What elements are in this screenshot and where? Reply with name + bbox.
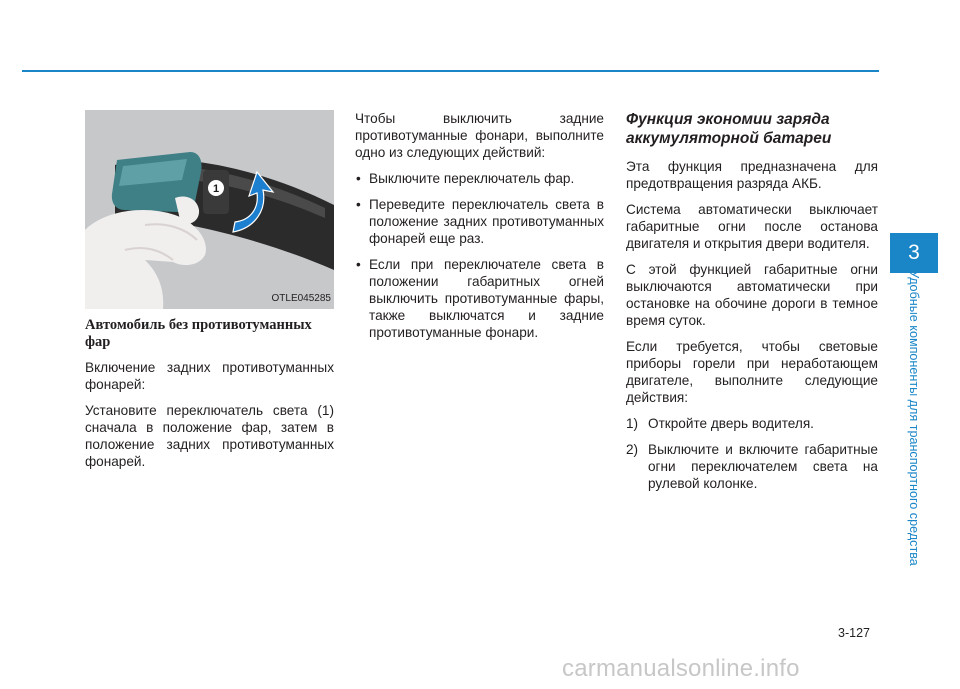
right-column [626,110,878,501]
right-paragraph-1: Эта функция предназначена для предотвращения разряда АКБ. [626,159,878,191]
step-item: 2) Выключите и включите габаритные огни переключателем света на рулевой колонке. [626,442,878,491]
right-paragraph-3: С этой функцией габаритные огни выключаются автоматически при остановке на обочине дороги в темное время суток. [626,262,878,328]
left-column [85,110,334,479]
middle-bullets [355,170,604,341]
section-title: Функция экономии заряда аккумуляторной батареи [626,111,832,147]
bullet-item: • Переведите переключатель света в положение задних противотуманных фонарей еще раз. [356,197,604,246]
left-paragraph-1: Включение задних противотуманных фонарей: [85,360,334,392]
chapter-tab[interactable]: 3 [890,233,938,273]
left-paragraph-2: Установите переключатель света (1) сначала в положение фар, затем в положение задних противотуманных фонарей. [85,403,334,469]
right-paragraph-4: Если требуется, чтобы световые приборы горели при неработающем двигателе, выполните следующие действия: [626,339,878,405]
middle-intro: Чтобы выключить задние противотуманные фонари, выполните одно из следующих действий: [355,111,604,160]
bullet-item: • Если при переключателе света в положении габаритных огней выключить противотуманные фары, также выключатся и задние противотуманные фонари. [356,257,604,340]
steps-list [626,415,878,492]
photo-code: OTLE045285 [271,293,331,304]
left-subhead: Автомобиль без противотуманных фар [85,317,312,350]
chapter-title: Удобные компоненты для транспортного средства [907,270,921,566]
watermark: carmanualsonline.info [562,655,800,682]
right-paragraph-2: Система автоматически выключает габаритные огни после останова двигателя и открытия двери водителя. [626,202,878,251]
svg-text:1: 1 [212,183,220,195]
header-rule [22,70,879,72]
light-switch-illustration [85,110,334,309]
bullet-item: • Выключите переключатель фар. [356,171,575,186]
bullet-icon: • [356,171,361,186]
bullet-icon: • [356,197,361,212]
page-number: 3-127 [838,626,870,640]
stalk-photo [85,110,334,309]
step-item: 1) Откройте дверь водителя. [626,416,814,431]
bullet-icon: • [356,257,361,272]
middle-column [355,110,604,350]
